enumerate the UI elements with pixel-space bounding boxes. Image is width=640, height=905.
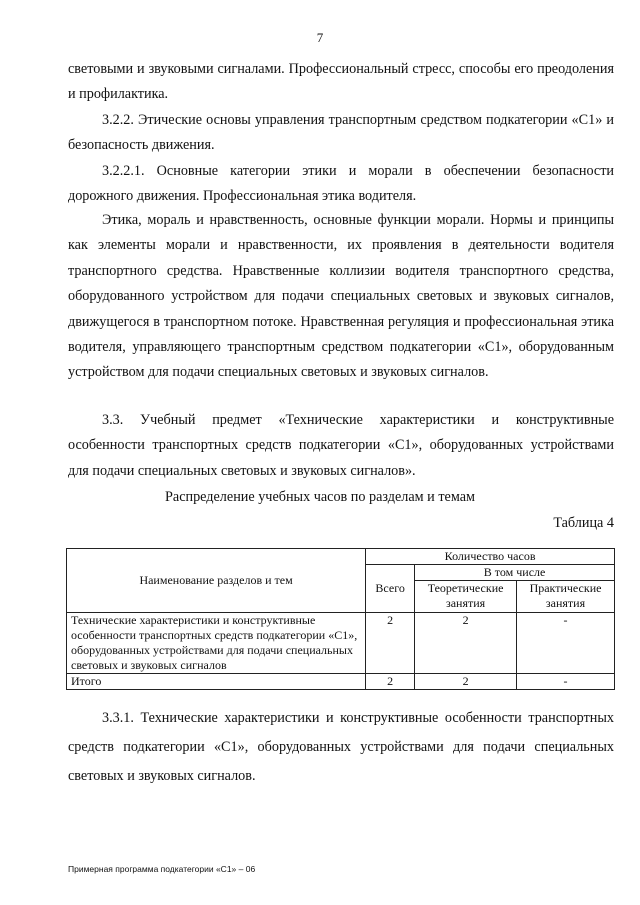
header-hours: Количество часов	[366, 549, 615, 565]
page-number: 7	[316, 30, 324, 45]
header-including: В том числе	[415, 565, 615, 581]
table-label: Таблица 4	[553, 515, 614, 531]
row-name: Итого	[67, 674, 366, 690]
paragraph-3-2-2: 3.2.2. Этические основы управления транспортным средством подкатегории «С1» и безопасность движения.	[68, 112, 614, 154]
row-theory: 2	[415, 613, 517, 674]
header-section-name: Наименование разделов и тем	[67, 549, 366, 613]
paragraph-continuation: световыми и звуковыми сигналами. Профессиональный стресс, способы его преодоления и профилактика.	[68, 61, 614, 103]
row-name: Технические характеристики и конструктивные особенности транспортных средств подкатегории «С1», оборудованных устройствами для подачи специальных световых и звуковых сигналов	[67, 613, 366, 674]
paragraph-ethics-body: Этика, мораль и нравственность, основные функции морали. Нормы и принципы как элементы морали и нравственности, их проявления в деятельности водителя транспортного средства. Нравственные коллизии водителя транспортного средства, оборудованного устройством для подачи специальных световых и звуковых сигналов, движущегося в транспортном потоке. Нравственная регуляция и профессиональная этика водителя, управляющего транспортным средством подкатегории «С1», оборудованным устройством для подачи специальных световых и звуковых сигналов.	[68, 212, 614, 381]
row-practice: -	[517, 674, 615, 690]
row-total: 2	[366, 674, 415, 690]
row-practice: -	[517, 613, 615, 674]
row-total: 2	[366, 613, 415, 674]
paragraph-3-2-2-1: 3.2.2.1. Основные категории этики и морали в обеспечении безопасности дорожного движения. Профессиональная этика водителя.	[68, 163, 614, 205]
row-theory: 2	[415, 674, 517, 690]
paragraph-3-3: 3.3. Учебный предмет «Технические характеристики и конструктивные особенности транспортных средств подкатегории «С1», оборудованных устройствами для подачи специальных световых и звуковых сигналов».	[68, 412, 614, 479]
paragraph-3-3-1: 3.3.1. Технические характеристики и конструктивные особенности транспортных средств подкатегории «С1», оборудованных устройствами для подачи специальных световых и звуковых сигналов.	[68, 710, 614, 784]
header-practice: Практические занятия	[517, 581, 615, 613]
header-total: Всего	[366, 565, 415, 613]
table-caption: Распределение учебных часов по разделам и темам	[165, 489, 475, 505]
page-footer: Примерная программа подкатегории «С1» – 06	[68, 864, 256, 874]
hours-distribution-table	[66, 548, 615, 690]
header-theory: Теоретические занятия	[415, 581, 517, 613]
table-row	[67, 613, 615, 674]
table-row-total	[67, 674, 615, 690]
